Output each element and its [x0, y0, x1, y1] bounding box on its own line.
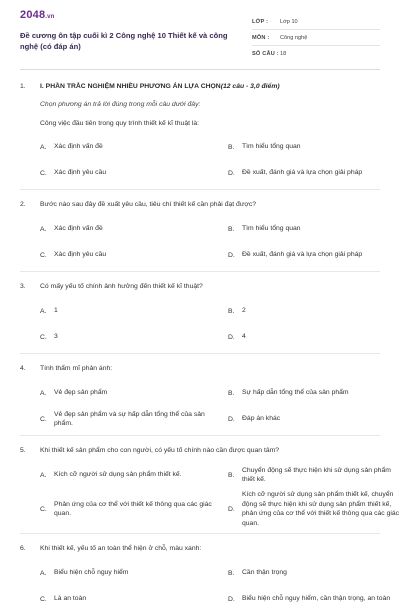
option-d[interactable]: [228, 324, 400, 350]
meta-row-subject: [252, 30, 380, 46]
question-text: Khi thiết kế sản phẩm cho con người, có yếu tố chính nào cần được quan tâm?: [40, 446, 280, 454]
meta-label: MÔN :: [252, 34, 270, 41]
option-text: Kích cỡ người sử dụng sản phẩm thiết kế, chuyển động sẽ thực hiện khi sử dụng sản phẩm thiết kế, phản ứng của cơ thể với thiết kế thông qua các giác quan.: [242, 491, 400, 527]
option-b[interactable]: [228, 560, 400, 586]
option-letter: A.: [40, 143, 47, 151]
option-text: Xác định vấn đề: [54, 225, 103, 233]
option-grid: [20, 560, 391, 612]
option-b[interactable]: [228, 298, 400, 324]
question-text: Công việc đầu tiên trong quy trình thiết kế kĩ thuật là:: [40, 120, 200, 127]
page-title: Đề cương ôn tập cuối kì 2 Công nghệ 10 Thiết kế và công nghệ (có đáp án): [20, 31, 228, 51]
option-letter: B.: [228, 389, 235, 397]
option-letter: B.: [228, 569, 235, 577]
section-number: 1.: [20, 82, 26, 90]
option-letter: A.: [40, 225, 47, 233]
section-instruction: Chọn phương án trả lời đúng trong mỗi câu dưới đây:: [40, 101, 201, 108]
option-text: Sự hấp dẫn tổng thể của sản phẩm: [242, 389, 349, 397]
meta-label: SỐ CÂU :: [252, 50, 279, 57]
logo-number: 2048: [20, 9, 46, 21]
option-letter: B.: [228, 143, 235, 151]
meta-value: Lớp 10: [280, 18, 298, 25]
option-text: Biểu hiện chỗ nguy hiểm, cần thận trọng, an toàn: [242, 595, 391, 603]
option-text: Biểu hiện chỗ nguy hiểm: [54, 569, 129, 577]
option-text: Xác định vấn đề: [54, 143, 103, 151]
meta-value: 18: [280, 50, 287, 57]
option-text: Đáp án khác: [242, 415, 281, 423]
option-letter: B.: [228, 307, 235, 315]
option-b[interactable]: [228, 380, 400, 406]
option-text: 1: [54, 307, 58, 315]
option-letter: D.: [228, 169, 235, 177]
question-divider: [20, 435, 380, 436]
question-divider: [20, 271, 380, 272]
question-5: [20, 438, 380, 462]
option-text: Tìm hiểu tổng quan: [242, 225, 301, 233]
option-a[interactable]: [40, 560, 212, 586]
header: [0, 0, 400, 64]
option-letter: C.: [40, 169, 47, 177]
question-number: 4.: [20, 364, 26, 372]
option-d[interactable]: [228, 488, 400, 530]
option-grid: [20, 134, 380, 186]
option-d[interactable]: [228, 406, 400, 432]
question-number: 6.: [20, 544, 26, 552]
option-grid: [20, 216, 380, 268]
question-divider: [20, 533, 380, 534]
question-number: 5.: [20, 446, 26, 454]
option-letter: A.: [40, 569, 47, 577]
option-text: Tìm hiểu tổng quan: [242, 143, 301, 151]
option-a[interactable]: [40, 298, 212, 324]
option-text: Vẻ đẹp sản phẩm và sự hấp dẫn tổng thể của sản phẩm.: [54, 410, 205, 427]
option-c[interactable]: [40, 242, 212, 268]
meta-value: Công nghệ: [280, 34, 308, 41]
option-d[interactable]: [228, 242, 400, 268]
option-letter: A.: [40, 307, 47, 315]
option-b[interactable]: [228, 462, 400, 488]
option-letter: A.: [40, 389, 47, 397]
question-text: Tính thẩm mĩ phản ánh:: [40, 364, 113, 372]
option-letter: C.: [40, 333, 47, 341]
option-d[interactable]: [228, 586, 400, 612]
option-c[interactable]: [40, 488, 212, 530]
option-a[interactable]: [40, 462, 212, 488]
option-letter: D.: [228, 333, 235, 341]
option-letter: D.: [228, 505, 235, 513]
question-6: [20, 536, 380, 560]
option-text: Đề xuất, đánh giá và lựa chọn giải pháp: [242, 169, 363, 177]
option-grid: [20, 462, 400, 530]
option-text: Cần thận trọng: [242, 569, 287, 577]
option-letter: D.: [228, 415, 235, 423]
option-letter: C.: [40, 251, 47, 259]
question-list: [20, 76, 400, 612]
option-text: 3: [54, 333, 58, 341]
option-text: Là an toàn: [54, 595, 87, 603]
option-letter: B.: [228, 471, 235, 479]
section-note: (12 câu - 3,0 điểm): [220, 82, 280, 90]
question-text: Có mấy yếu tố chính ảnh hưởng đến thiết kế kĩ thuật?: [40, 282, 203, 290]
header-divider: [20, 69, 380, 70]
option-c[interactable]: [40, 324, 212, 350]
meta-label: LỚP :: [252, 18, 269, 25]
option-text: Xác định yêu cầu: [54, 251, 107, 259]
section-heading: [20, 76, 380, 96]
option-d[interactable]: [228, 160, 400, 186]
option-c[interactable]: [40, 160, 212, 186]
option-letter: D.: [228, 595, 235, 603]
option-letter: A.: [40, 471, 47, 479]
option-letter: D.: [228, 251, 235, 259]
option-text: Chuyển động sẽ thực hiện khi sử dụng sản phẩm thiết kế.: [242, 466, 391, 483]
option-b[interactable]: [228, 134, 400, 160]
meta-box: [252, 14, 380, 61]
option-b[interactable]: [228, 216, 400, 242]
option-text: 4: [242, 333, 246, 341]
option-text: 2: [242, 307, 246, 315]
option-a[interactable]: [40, 216, 212, 242]
question-text: Khi thiết kế, yếu tố an toàn thể hiện ở chỗ, màu xanh:: [40, 544, 202, 552]
option-c[interactable]: [40, 406, 212, 432]
site-logo[interactable]: [20, 9, 55, 21]
question-divider: [20, 189, 380, 190]
meta-row-count: [252, 46, 380, 61]
option-text: Xác định yêu cầu: [54, 169, 107, 177]
question-divider: [20, 353, 380, 354]
option-grid: [20, 298, 380, 350]
question-2: [20, 192, 380, 216]
option-c[interactable]: [40, 586, 212, 612]
question-4: [20, 356, 380, 380]
meta-row-class: [252, 14, 380, 30]
option-text: Phản ứng của cơ thể với thiết kế thông qua các giác quan.: [54, 500, 212, 517]
logo-domain: .vn: [45, 14, 55, 20]
question-number: 2.: [20, 200, 26, 208]
option-letter: B.: [228, 225, 235, 233]
option-text: Kích cỡ người sử dụng sản phẩm thiết kế.: [54, 471, 182, 479]
option-a[interactable]: [40, 134, 212, 160]
option-a[interactable]: [40, 380, 212, 406]
option-letter: C.: [40, 595, 47, 603]
option-text: Vẻ đẹp sản phẩm: [54, 389, 108, 397]
option-text: Đề xuất, đánh giá và lựa chọn giải pháp: [242, 251, 363, 259]
option-letter: C.: [40, 415, 47, 423]
question-3: [20, 274, 380, 298]
option-grid: [20, 380, 380, 432]
question-number: 3.: [20, 282, 26, 290]
option-letter: C.: [40, 505, 47, 513]
section-title: I. PHẦN TRẮC NGHIỆM NHIỀU PHƯƠNG ÁN LỰA CHỌN: [40, 82, 221, 90]
question-text: Bước nào sau đây đề xuất yêu cầu, tiêu chí thiết kế cần phải đạt được?: [40, 200, 257, 208]
